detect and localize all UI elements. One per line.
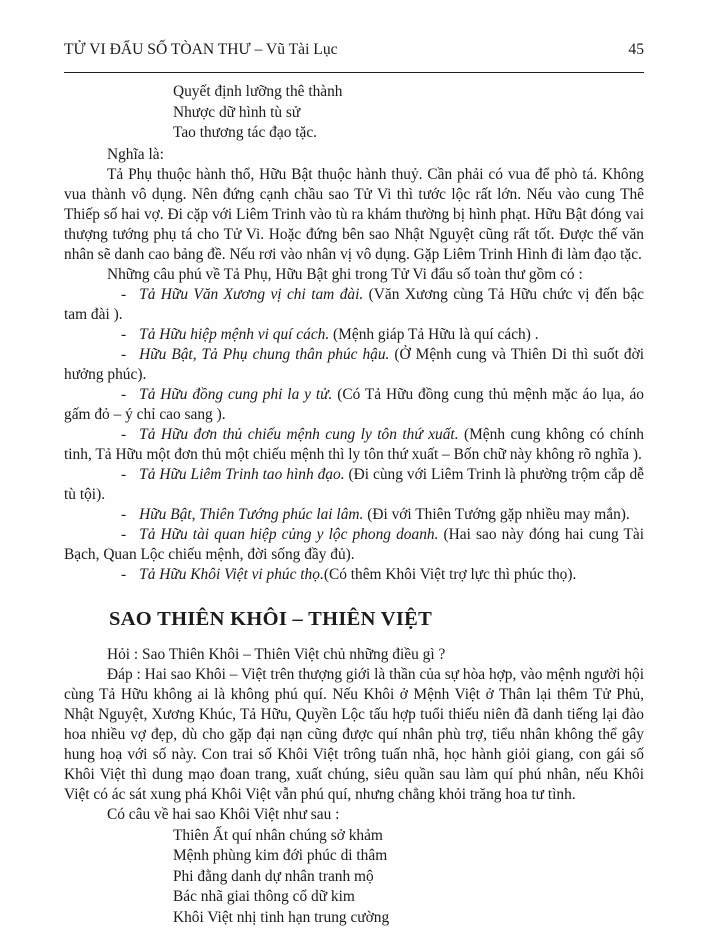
page-header (64, 40, 644, 60)
phu-quote: Tả Hữu đồng cung phi la y tử. (139, 386, 337, 403)
phu-note: (Ở Mệnh cung và Thiên Di thì suốt đời hưởng phúc). (64, 346, 644, 383)
dash-marker: - (121, 526, 139, 543)
dash-marker: - (121, 566, 139, 583)
phu-quote: Tả Hữu hiệp mệnh vi quí cách. (139, 326, 333, 343)
phu-quote: Tả Hữu Khôi Việt vi phúc thọ. (139, 566, 324, 583)
phu-item (64, 465, 644, 505)
phu-item (64, 505, 644, 525)
phu-note: (Đi với Thiên Tướng gặp nhiều may mắn). (367, 506, 630, 523)
phu-note: (Mệnh giáp Tả Hữu là quí cách) . (333, 326, 539, 343)
phu-quote: Tả Hữu Văn Xương vị chi tam đài. (139, 286, 369, 303)
book-title: TỬ VI ĐẨU SỐ TÒAN THƯ – Vũ Tài Lục (64, 40, 338, 60)
header-divider-rule (64, 72, 644, 73)
dash-marker: - (121, 426, 139, 443)
phu-item (64, 345, 644, 385)
phu-quote: Tả Hữu Liêm Trinh tao hình đạo. (139, 466, 348, 483)
dash-marker: - (121, 506, 139, 523)
verse-line: Nhược dữ hình tù sử (173, 103, 644, 124)
dash-marker: - (121, 326, 139, 343)
verse-line: Thiên Ất quí nhân chúng sở khảm (173, 826, 644, 847)
phu-item (64, 525, 644, 565)
phu-quote: Tả Hữu đơn thủ chiếu mệnh cung ly tôn thứ xuất. (139, 426, 464, 443)
dash-marker: - (121, 286, 139, 303)
verse-line: Khôi Việt nhị tinh hạn trung cường (173, 908, 644, 928)
phu-quote: Tả Hữu tài quan hiệp củng y lộc phong doanh. (139, 526, 443, 543)
verse-top (173, 82, 644, 144)
verse-line: Bác nhã giai thông cổ dữ kim (173, 887, 644, 908)
phu-note: (Có thêm Khôi Việt trợ lực thì phúc thọ). (324, 566, 577, 583)
phu-note: (Đi cùng với Liêm Trinh là phường trộm cắp dễ tù tội). (64, 466, 644, 503)
verse-line: Mệnh phùng kim đới phúc di thâm (173, 846, 644, 867)
phu-quote: Hữu Bật, Thiên Tướng phúc lai lâm. (139, 506, 367, 523)
section-heading: SAO THIÊN KHÔI – THIÊN VIỆT (109, 606, 644, 632)
phu-note: (Hai sao này đóng hai cung Tài Bạch, Quan Lộc chiếu mệnh, đời sống đầy đủ). (64, 526, 644, 563)
page-number: 45 (628, 40, 644, 60)
verse-line: Quyết định lưỡng thê thành (173, 82, 644, 103)
question-paragraph: Hỏi : Sao Thiên Khôi – Thiên Việt chủ những điều gì ? (64, 645, 644, 665)
phu-quote: Hữu Bật, Tả Phụ chung thân phúc hậu. (139, 346, 394, 363)
dash-marker: - (121, 466, 139, 483)
phu-item (64, 425, 644, 465)
dash-marker: - (121, 386, 139, 403)
paragraph-nghia-la: Nghĩa là: (64, 145, 644, 165)
dash-marker: - (121, 346, 139, 363)
phu-item (64, 285, 644, 325)
phu-note: (Mệnh cung không có chính tinh, Tả Hữu một đơn thủ một chiếu mệnh thì ly tôn thứ xuất – Bốn chữ này không rõ nghĩa ). (64, 426, 644, 463)
phu-note: (Văn Xương cùng Tả Hữu chức vị đến bậc tam đài ). (64, 286, 644, 323)
answer-paragraph: Đáp : Hai sao Khôi – Việt trên thượng giới là thần của sự hòa hợp, vào mệnh người hội cùng Tả Hữu không ai là không phú quí. Nếu Khôi ở Mệnh Việt ở Thân lại thêm Tử Phủ, Nhật Nguyệt, Xương Khúc, Tả Hữu, Quyền Lộc tấu hợp tuổi thiếu niên đã danh tiếng lại đào hoa nhiều vợ đẹp, dù cho gặp đại nạn cũng được quí nhân phù trợ, tiểu nhân không thể gây hung hoạ với số này. Con trai số Khôi Việt trông tuấn nhã, học hành giỏi giang, con gái số Khôi Việt thì dung mạo đoan trang, xuất chúng, siêu quần sau làm quí phú nhân, nếu Khôi Việt có ác sát xung phá Khôi Việt vẫn phú quí, nhưng chẳng khỏi trăng hoa tư tình. (64, 665, 644, 805)
verse-line: Phi đằng danh dự nhân tranh mộ (173, 867, 644, 888)
phu-item (64, 325, 644, 345)
verse-line: Tao thương tác đạo tặc. (173, 123, 644, 144)
phu-item (64, 385, 644, 425)
verse-intro-paragraph: Có câu về hai sao Khôi Việt như sau : (64, 805, 644, 825)
phu-item (64, 565, 644, 585)
paragraph-phu-intro: Những câu phú về Tả Phụ, Hữu Bật ghi trong Tử Vi đẩu số toàn thư gồm có : (64, 265, 644, 285)
phu-note: (Có Tả Hữu đồng cung thủ mệnh mặc áo lụa, áo gấm đỏ – ý chỉ cao sang ). (64, 386, 644, 423)
paragraph-explanation: Tả Phụ thuộc hành thổ, Hữu Bật thuộc hành thuỷ. Cần phải có vua để phò tá. Không vua thành vô dụng. Nên đứng cạnh chầu sao Tử Vi thì tước lộc rất lớn. Nếu vào cung Thê Thiếp số hai vợ. Đi cặp với Liêm Trinh vào tù ra khám thường bị hình phạt. Hữu Bật đóng vai thượng tướng phụ tá cho Tử Vi. Hoặc đứng bên sao Nhật Nguyệt cũng rất tốt. Được thế văn nhân sẽ danh cao bảng đề. Nếu rơi vào nhân vị vô dụng. Gặp Liêm Trinh Hình đi làm đạo tặc. (64, 165, 644, 265)
